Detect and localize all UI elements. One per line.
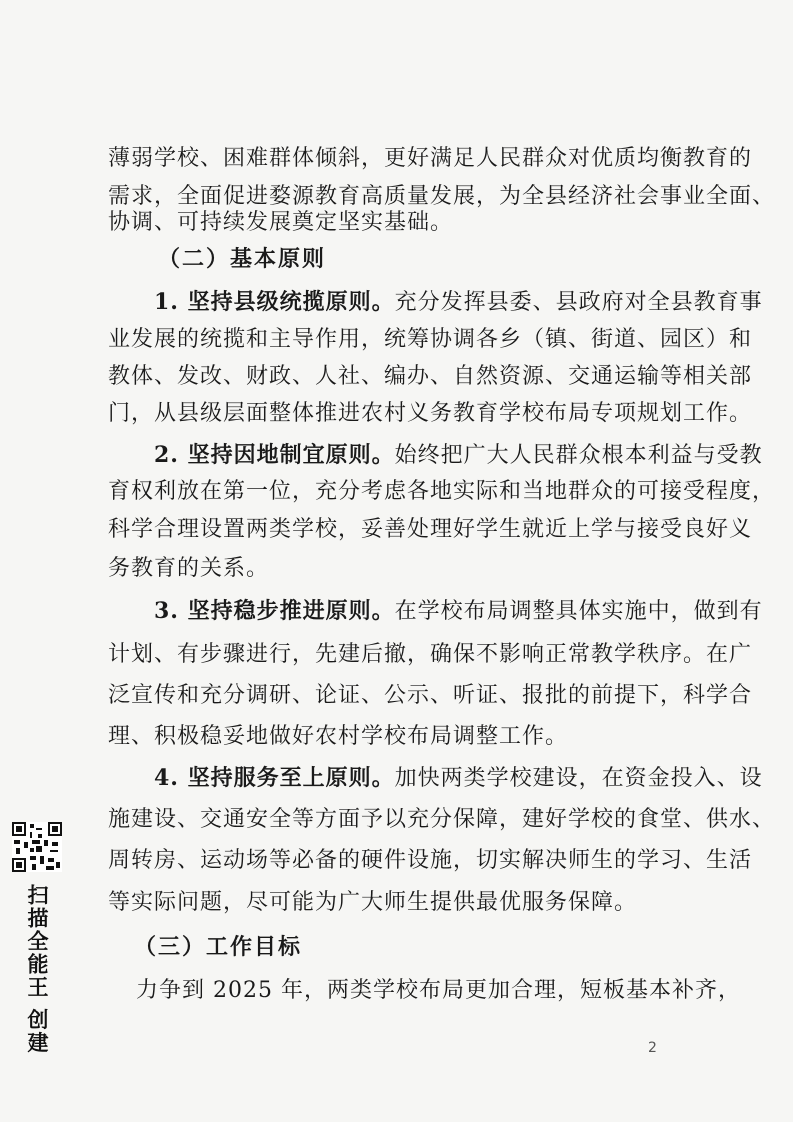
principle-1-line-1 bbox=[108, 287, 763, 317]
intro-line-1: 薄弱学校、困难群体倾斜，更好满足人民群众对优质均衡教育的 bbox=[108, 146, 753, 171]
principle-3-lead: 3. 坚持稳步推进原则。 bbox=[154, 598, 395, 624]
principle-2-line-4: 务教育的关系。 bbox=[108, 556, 270, 581]
intro-line-3: 协调、可持续发展奠定坚实基础。 bbox=[108, 210, 454, 235]
principle-4-line-3: 周转房、运动场等必备的硬件设施，切实解决师生的学习、生活 bbox=[108, 848, 753, 873]
principle-1-lead: 1. 坚持县级统揽原则。 bbox=[154, 289, 395, 315]
principle-1-line-2: 业发展的统揽和主导作用，统筹协调各乡（镇、街道、园区）和 bbox=[108, 327, 753, 352]
principle-4-lead: 4. 坚持服务至上原则。 bbox=[154, 765, 395, 791]
section-heading-goals: （三）工作目标 bbox=[134, 934, 303, 960]
goals-line-1: 力争到 2025 年，两类学校布局更加合理，短板基本补齐， bbox=[136, 978, 741, 1003]
principle-2-line-3: 科学合理设置两类学校，妥善处理好学生就近上学与接受良好义 bbox=[108, 517, 753, 542]
principle-4-line-4: 等实际问题，尽可能为广大师生提供最优服务保障。 bbox=[108, 890, 638, 915]
principle-2-line-1 bbox=[108, 440, 763, 470]
principle-1-line-4: 门，从县级层面整体推进农村义务教育学校布局专项规划工作。 bbox=[108, 401, 753, 426]
principle-4-line-2: 施建设、交通安全等方面予以充分保障，建好学校的食堂、供水、 bbox=[108, 807, 776, 832]
intro-line-2: 需求，全面促进婺源教育高质量发展，为全县经济社会事业全面、 bbox=[108, 184, 776, 209]
principle-3-line-4: 理、积极稳妥地做好农村学校布局调整工作。 bbox=[108, 724, 569, 749]
principle-3-line-1 bbox=[108, 596, 763, 626]
principle-1-text: 充分发挥县委、县政府对全县教育事 bbox=[394, 290, 763, 315]
principle-3-line-3: 泛宣传和充分调研、论证、公示、听证、报批的前提下，科学合 bbox=[108, 683, 753, 708]
scanner-watermark-label: 扫描全能王 创建 bbox=[25, 884, 49, 1055]
qr-code-icon bbox=[12, 822, 62, 872]
principle-4-text: 加快两类学校建设，在资金投入、设 bbox=[394, 766, 763, 791]
page-number: 2 bbox=[648, 1040, 657, 1056]
principle-2-lead: 2. 坚持因地制宜原则。 bbox=[154, 442, 395, 468]
principle-3-line-2: 计划、有步骤进行，先建后撤，确保不影响正常教学秩序。在广 bbox=[108, 642, 753, 667]
principle-2-text: 始终把广大人民群众根本利益与受教 bbox=[394, 443, 763, 468]
section-heading-principles: （二）基本原则 bbox=[158, 246, 327, 272]
principle-3-text: 在学校布局调整具体实施中，做到有 bbox=[394, 599, 763, 624]
principle-4-line-1 bbox=[108, 763, 763, 793]
principle-1-line-3: 教体、发改、财政、人社、编办、自然资源、交通运输等相关部 bbox=[108, 364, 753, 389]
principle-2-line-2: 育权利放在第一位，充分考虑各地实际和当地群众的可接受程度， bbox=[108, 479, 776, 504]
